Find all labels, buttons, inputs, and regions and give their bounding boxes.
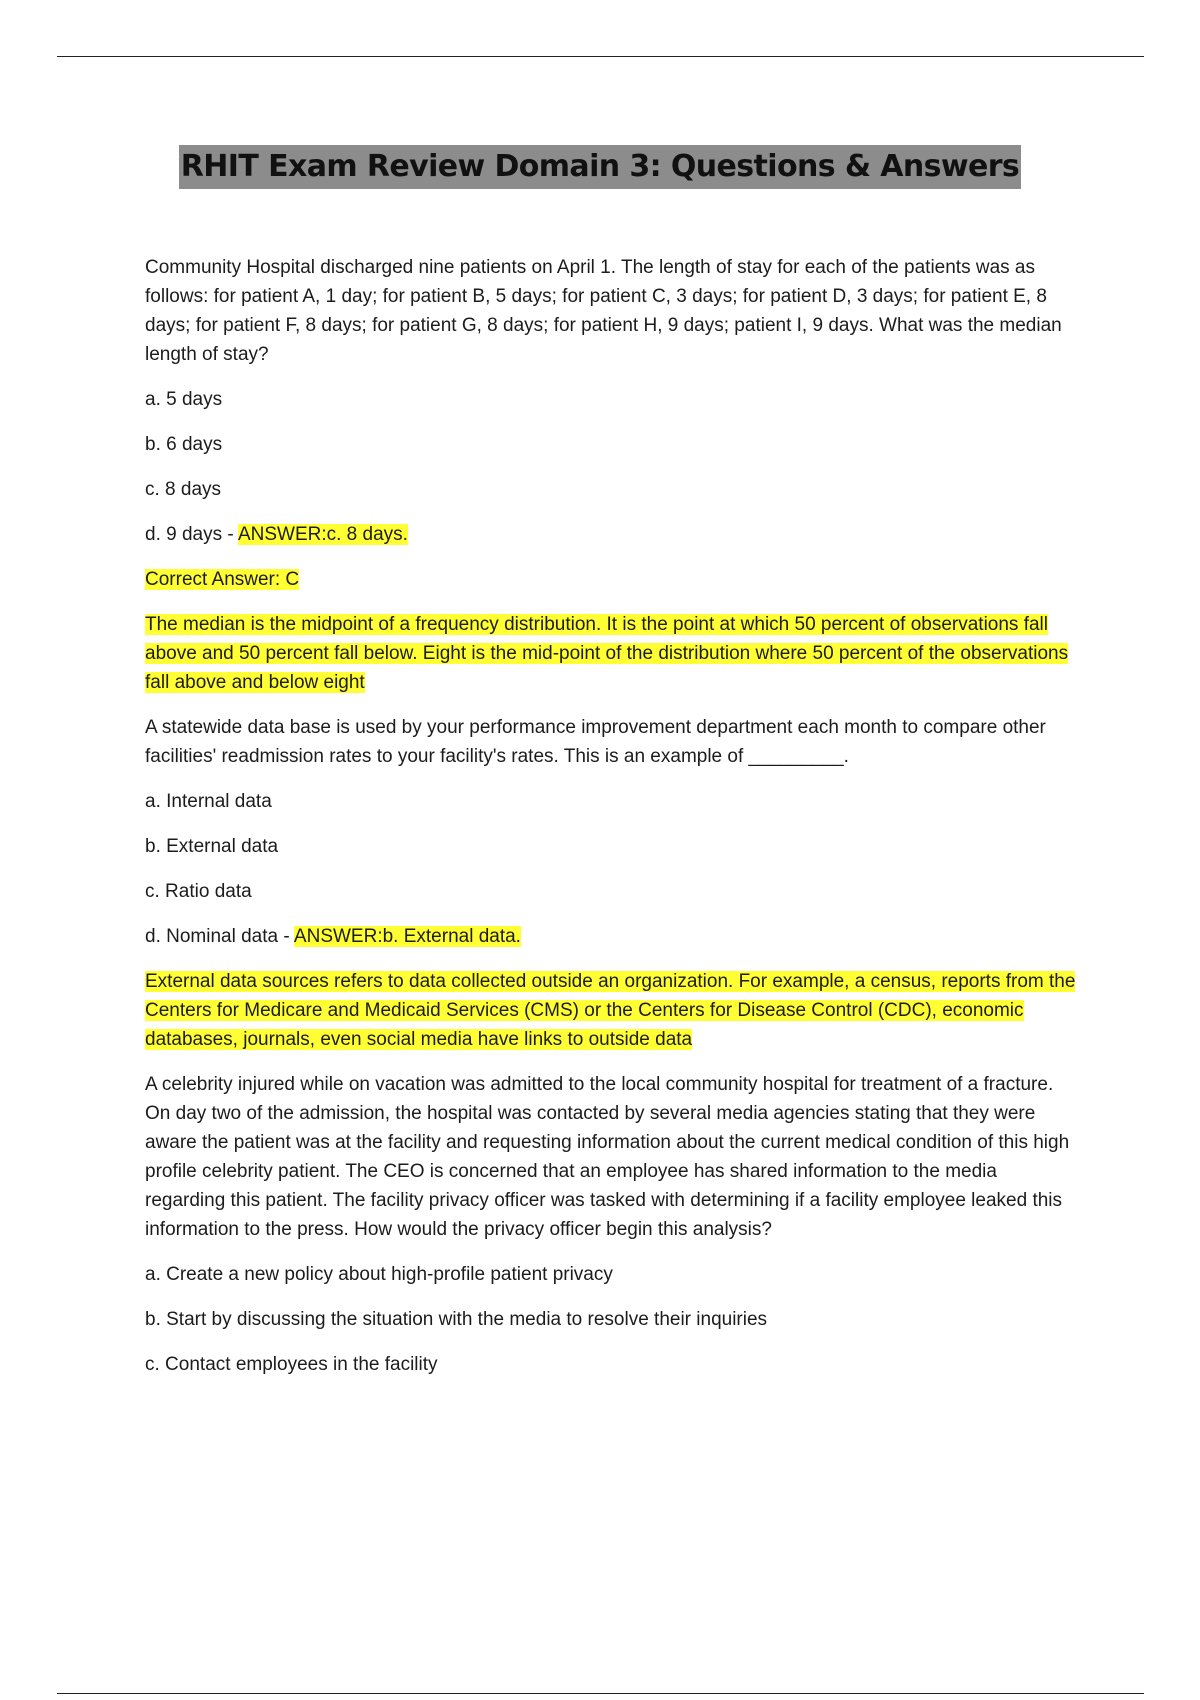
question-3-option-b: b. Start by discussing the situation with the media to resolve their inquiries (145, 1309, 768, 1330)
question-2-explanation-line (145, 967, 1080, 1054)
question-2-option-c: c. Ratio data (145, 881, 252, 902)
document-title: RHIT Exam Review Domain 3: Questions & Answers (179, 145, 1021, 189)
document-body (145, 253, 1080, 1395)
question-1-correct: Correct Answer: C (145, 569, 300, 590)
title-container (0, 145, 1200, 189)
question-2-option-a: a. Internal data (145, 791, 272, 812)
question-2-option-b: b. External data (145, 836, 279, 857)
question-1-option-d: d. 9 days - (145, 524, 234, 545)
question-2-answer: ANSWER:b. External data. (293, 926, 521, 947)
question-1-option-b: b. 6 days (145, 434, 223, 455)
question-1-answer: ANSWER:c. 8 days. (237, 524, 408, 545)
question-1-option-d-line (145, 520, 1080, 549)
question-1-prompt: Community Hospital discharged nine patients on April 1. The length of stay for each of the patients was as follows: for patient A, 1 day; for patient B, 5 days; for patient C, 3 days; for patient D, 3 days; for patient E, 8 days; for patient F, 8 days; for patient G, 8 days; for patient H, 9 days; patient I, 9 days. What was the median length of stay? (145, 257, 1062, 365)
question-1-explanation: The median is the midpoint of a frequency distribution. It is the point at which 50 percent of observations fall above and 50 percent fall below. Eight is the mid-point of the distribution where 50 percent of the observations fall above and below eight (145, 614, 1069, 693)
question-1-explanation-line (145, 610, 1080, 697)
footer-rule (57, 1693, 1144, 1694)
question-2-explanation: External data sources refers to data collected outside an organization. For example, a census, reports from the Centers for Medicare and Medicaid Services (CMS) or the Centers for Disease Control (CDC), economic databases, journals, even social media have links to outside data (145, 971, 1076, 1050)
question-2-prompt: A statewide data base is used by your performance improvement department each month to compare other facilities' readmission rates to your facility's rates. This is an example of _________. (145, 717, 1046, 767)
question-2-option-d: d. Nominal data - (145, 926, 290, 947)
question-3-option-a: a. Create a new policy about high-profile patient privacy (145, 1264, 613, 1285)
question-2-option-d-line (145, 922, 1080, 951)
header-rule (57, 56, 1144, 57)
question-1-option-c: c. 8 days (145, 479, 222, 500)
question-1-option-a: a. 5 days (145, 389, 223, 410)
question-3-option-c: c. Contact employees in the facility (145, 1354, 438, 1375)
question-1-correct-line (145, 565, 1080, 594)
question-3-prompt: A celebrity injured while on vacation was admitted to the local community hospital for treatment of a fracture. On day two of the admission, the hospital was contacted by several media agencies stating that they were aware the patient was at the facility and requesting information about the current medical condition of this high profile celebrity patient. The CEO is concerned that an employee has shared information to the media regarding this patient. The facility privacy officer was tasked with determining if a facility employee leaked this information to the press. How would the privacy officer begin this analysis? (145, 1074, 1070, 1240)
